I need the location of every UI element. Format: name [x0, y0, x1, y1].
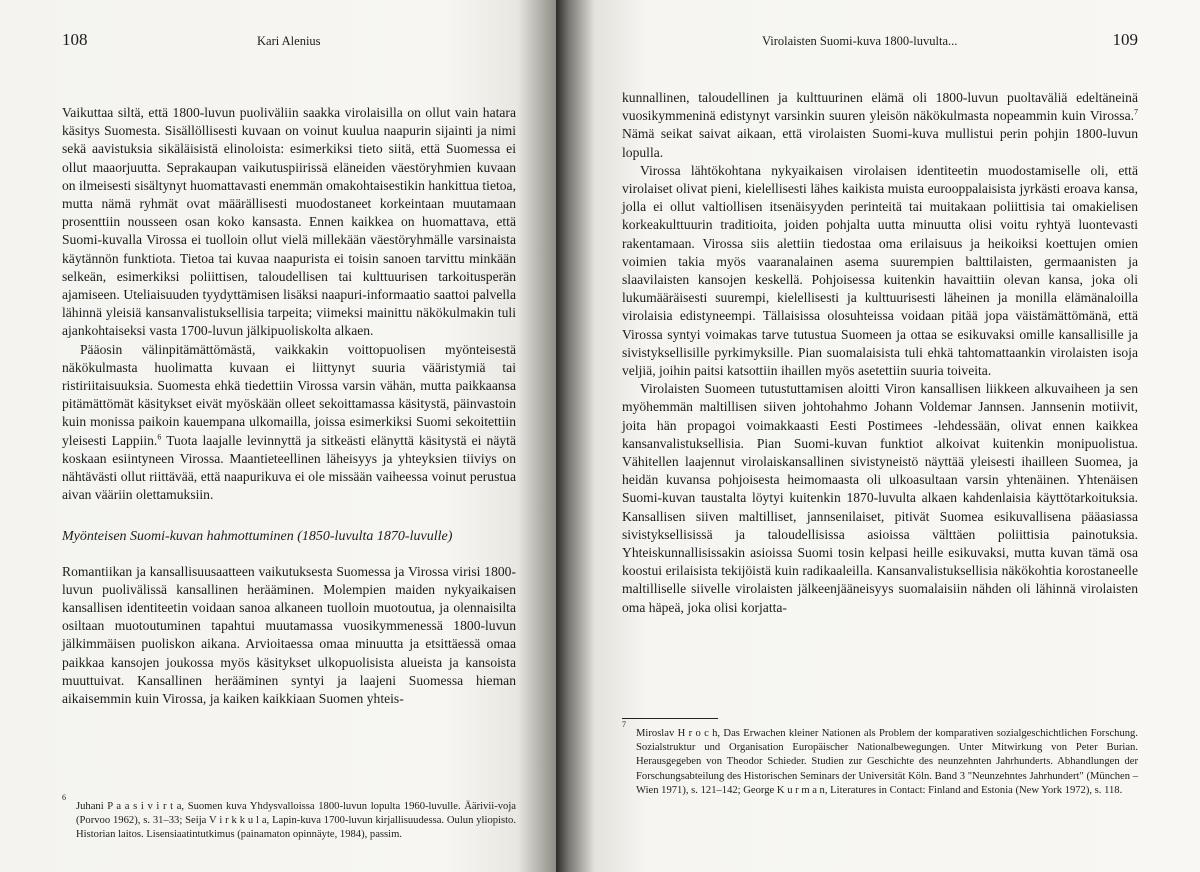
- footnote-text: Juhani P a a s i v i r t a, Suomen kuva Yhdysvalloissa 1800-luvun lopulta 1960-luvulle. Äärivii-voja (Porvoo 1962), s. 31–33; Seija V i r k k u l a, Lapin-kuva 1700-luvun kirjallisuudessa. Oulun yliopisto. Historian laitos. Lisensiaatintutkimus (painamaton opinnäyte, 1984), passim.: [76, 801, 516, 841]
- paragraph: Virossa lähtökohtana nykyaikaisen virolaisen identiteetin muodostamiselle oli, että virolaiset olivat pieni, kielellisesti lähes kaikista muista eurooppalaisista jyrkästi eroava kansa, jolla ei ollut valtiollisen itsenäisyyden perinteitä tai muitakaan poliittisia tai omakielisen korkeakulttuurin traditioita, joiden pohjalta uutta minuutta olisi voitu ryhtyä luontevasti rakentamaan. Virossa siis alettiin tiedostaa oma erilaisuus ja heikoiksi koettujen omien voimien takia myös vaaranalainen asema suurempien balttilaisten, germaanisten ja slaavilaisten kansojen keskellä. Pohjoisessa kuitenkin havaittiin olevan kansa, joka oli lukumääräisesti suurempi, kielellisesti ja kulttuurisesti läheinen ja monilla elämänaloilla virolaisia edistyneempi. Tällaisissa olosuhteissa voidaan pitää jopa väistämättömänä, että Virossa syntyi voimakas tarve tutustua Suomeen ja ottaa se esikuvaksi omille kansallisille ja sivistyksellisille pyrkimyksille. Pian suomalaisista tuli ehkä tahtomattaankin virolaisten isoja veljiä, joihin paitsi katsottiin ihaillen myös asetettiin suuria toiveita.: [622, 162, 1138, 379]
- left-page: [0, 0, 556, 872]
- footnote-ref-7: 7: [1134, 107, 1138, 117]
- right-running-title: Virolaisten Suomi-kuva 1800-luvulta...: [762, 34, 958, 48]
- paragraph: Virolaisten Suomeen tutustuttamisen aloitti Viron kansallisen liikkeen alkuvaiheen ja sen myöhemmän maltillisen siiven johtohahmo Johann Voldemar Jannsen. Jannsenin motiivit, joita hän propagoi voimakkaasti Eesti Postimees -lehdessään, olivat ennen kaikkea kansanvalistuksellisia. Pian Suomi-kuvan funktiot alkoivat kuitenkin monipuolistua. Vähitellen laajennut virolaiskansallinen sivistyneistö näyttää yleisesti ihailleen Suomea, ja heidän kuvansa pohjoisesta heimomaasta oli ulkoasultaan varsin yhtenäinen. Yhtenäisen Suomi-kuvan taustalta löytyi kuitenkin 1870-luvulta alkaen kahdenlaisia käyttötarkoituksia. Kansallisen siiven maltilliset, jannsenilaiset, pitivät Suomea esikuvallisena pääasiassa sivistyksellisissä ja taloudellisissa asioissa välttäen poliittisia painotuksia. Yhteiskunnallisissakin asioissa Suomi tosin kelpasi heille esikuvaksi, mutta kuvan tämä osa koostui erilaisista tekijöistä kuin radikaaleilla. Kansanvalistuksellisia näkökohtia korostaneelle maltilliselle siivelle virolaisten jälkeenjääneisyys suomalaisiin nähden oli lähinnä virolaisten oma häpeä, joka olisi korjatta-: [622, 381, 1138, 615]
- footnote-ref-6: 6: [157, 432, 162, 442]
- paragraph: Romantiikan ja kansallisuusaatteen vaikutuksesta Suomessa ja Virossa virisi 1800-luvun puolivälissä kansallinen herääminen. Molempien maiden nykyaikaisen kansallisen identiteetin voidaan sanoa alkaneen tuolloin muotoutua, ja olennaisilta osiltaan muotoutuminen tapahtui muutamassa vuosikymmenessä 1800-luvun jälkimmäisen puoliskon aikana. Arvioitaessa omaa minuutta ja etsittäessä omaa paikkaa kansojen joukossa myös käsitykset ulkopuolisista alueista ja kansoista muuttuivat. Kansallinen herääminen syntyi ja laajeni Suomessa hieman aikaisemmin kuin Virossa, ja kaiken kaikkiaan Suomen yhteis-: [62, 563, 516, 707]
- footnote-7: 7 Miroslav H r o c h, Das Erwachen kleiner Nationen als Problem der komparativen sozialgeschichtlichen Forschung. Sozialstruktur und Organisation Europäischer Nationalbewegungen. Unter Mitwirkung von Peter Burian. Herausgegeben von Theodor Schieder. Studien zur Geschichte des neunzehnten Jahrhunderts. Abhandlungen der Forschungsabteilung des Historischen Seminars der Universität Köln. Band 3 "Neunzehntes Jahrhundert" (München – Wien 1971), s. 121–142; George K u r m a n, Literatures in Contact: Finland and Estonia (New York 1972), s. 118.: [622, 720, 1138, 796]
- section-subheading: Myönteisen Suomi-kuvan hahmottuminen (1850-luvulta 1870-luvulle): [62, 529, 453, 545]
- right-page-number: 109: [1112, 30, 1138, 49]
- paragraph: [62, 341, 516, 505]
- right-body-text: [622, 89, 1138, 617]
- left-page-number: 108: [62, 30, 88, 49]
- right-running-head: [622, 30, 1138, 54]
- paragraph: [622, 89, 1138, 162]
- left-running-head: [62, 30, 516, 54]
- paragraph-text: Tuota laajalle levinnyttä ja sitkeästi elänyttä käsitystä ei näytä koskaan esiintyneen Virossa. Maantieteellinen läheisyys ja yhteyksien tiiviys on nähtävästi ollut riittävää, että naapurikuva ei ole missään vaiheessa voinut perustua aivan vääriin olettamuksiin.: [62, 432, 516, 503]
- left-running-title: Kari Alenius: [257, 34, 321, 48]
- footnote-6: 6 Juhani P a a s i v i r t a, Suomen kuva Yhdysvalloissa 1800-luvun lopulta 1960-luvulle. Äärivii-voja (Porvoo 1962), s. 31–33; Seija V i r k k u l a, Lapin-kuva 1700-luvun kirjallisuudessa. Oulun yliopisto. Historian laitos. Lisensiaatintutkimus (painamaton opinnäyte, 1984), passim.: [62, 793, 516, 841]
- right-footnotes: [622, 718, 1138, 798]
- right-page: [556, 0, 1200, 872]
- paragraph-text: Nämä seikat saivat aikaan, että virolaisten Suomi-kuva mullistui perin pohjin 1800-luvun lopulla.: [622, 126, 1138, 160]
- left-footnotes: [62, 793, 516, 843]
- paragraph: Vaikuttaa siltä, että 1800-luvun puoliväliin saakka virolaisilla on ollut vain hatara käsitys Suomesta. Sisällöllisesti kuvaan on voinut kuulua naapurin sijainti ja nimi sekä aavistuksia sikäläisistä elinoloista: esimerkiksi tieto siitä, että Suomessa ei ollut maaorjuutta. Seprakaupan vaikutuspiirissä eläneiden väestöryhmien kuvaan on ilmeisesti sisältynyt huomattavasti enemmän omakohtaisestikin hankittua tietoa, mutta nämä ryhmät ovat määrällisesti muodostaneet korkeintaan muutamaan prosenttiin nousseen osan koko kansasta. Ennen kaikkea on huomattava, että Suomi-kuvalla Virossa ei tuolloin ollut vielä millekään väestöryhmälle varsinaista käytännön funktiota. Tietoa tai kuvaa naapurista ei toisin sanoen tarvittu minkään selkeän, esimerkiksi poliittisen, taloudellisen tai kulttuurisen tarkoitusperän ajamiseen. Uteliaisuuden tyydyttämisen lisäksi naapuri-informaatio saattoi palvella lähinnä yleisiä kansanvalistuksellisia tarpeita; viimeksi mainittu näkökulmakin tuli ajankohtaiseksi vasta 1700-luvun jälkipuoliskolta alkaen.: [62, 105, 516, 339]
- footnote-text: Miroslav H r o c h, Das Erwachen kleiner Nationen als Problem der komparativen sozialgeschichtlichen Forschung. Sozialstruktur und Organisation Europäischer Nationalbewegungen. Unter Mitwirkung von Peter Burian. Herausgegeben von Theodor Schieder. Studien zur Geschichte des neunzehnten Jahrhunderts. Abhandlungen der Forschungsabteilung des Historischen Seminars der Universität Köln. Band 3 "Neunzehntes Jahrhundert" (München – Wien 1971), s. 121–142; George K u r m a n, Literatures in Contact: Finland and Estonia (New York 1972), s. 118.: [636, 728, 1138, 796]
- footnote-rule: [622, 718, 718, 719]
- paragraph-text: Pääosin välinpitämättömästä, vaikkakin voittopuolisen myönteisestä näkökulmasta huolimatta kuvaan ei liittynyt suuria vääristymiä tai ristiriitaisuuksia. Suomesta ehkä tiedettiin Virossa varsin vähän, mutta paikkaansa pitämättömät käsitykset eivät myöskään olleet sekoittamassa käsitystä, päinvastoin kuin monissa paikoin kauempana ulkomailla, joissa esimerkiksi Suomi sekoitettiin yleisesti Lappiin.: [62, 341, 516, 448]
- paragraph-text: kunnallinen, taloudellinen ja kulttuurinen elämä oli 1800-luvun puoltaväliä edeltäneinä vuosikymmeninä edistynyt varsinkin suuren yleisön näkökulmasta nopeammin kuin Virossa.: [622, 90, 1138, 124]
- left-body-text: [62, 104, 516, 708]
